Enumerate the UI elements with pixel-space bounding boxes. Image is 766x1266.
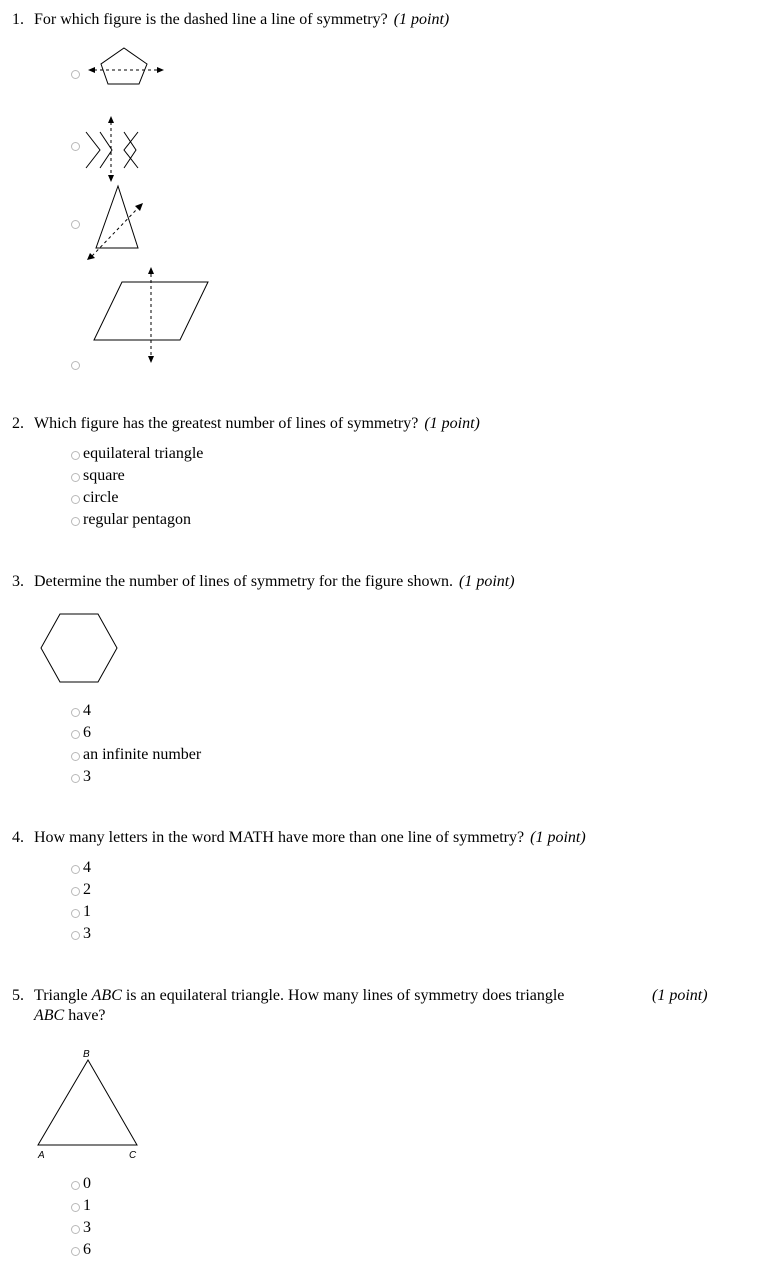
q1-option-a-radio[interactable] [71,70,80,79]
question-3-text: Determine the number of lines of symmetry for the figure shown. [34,573,453,590]
q1-option-a-pentagon-figure [84,44,174,88]
q2-option-2-label[interactable]: square [83,467,125,484]
q4-option-2-label[interactable]: 2 [83,881,91,898]
question-4-points: (1 point) [530,829,586,846]
arrowhead-bottom [148,356,154,363]
q1-option-c-triangle-figure [82,182,152,264]
q4-option-2-radio[interactable] [71,887,80,896]
arrowhead-top [108,116,114,123]
vertex-label-c: C [129,1150,137,1161]
question-1-number: 1. [12,11,24,28]
question-5-points: (1 point) [652,987,708,1004]
q5-option-4-label[interactable]: 6 [83,1241,91,1258]
question-4-number: 4. [12,829,24,846]
q1-option-c-radio[interactable] [71,220,80,229]
question-2-points: (1 point) [424,415,480,432]
q2-option-1-radio[interactable] [71,451,80,460]
q5-option-4-radio[interactable] [71,1247,80,1256]
triangle-abc-shape [38,1060,137,1145]
question-3-prompt [12,572,515,592]
question-5-prompt [12,986,752,1026]
q3-option-3-radio[interactable] [71,752,80,761]
vertex-label-a: A [38,1150,45,1161]
question-5-line-1 [12,986,752,1006]
pentagon-shape [101,48,147,84]
bowtie-left-outer [86,132,100,168]
arrowhead-right [157,67,164,73]
vertex-label-b: B [83,1049,90,1060]
q1-option-b-bowtie-figure [82,112,142,186]
q4-option-3-label[interactable]: 1 [83,903,91,920]
q4-option-4-label[interactable]: 3 [83,925,91,942]
triangle-shape [96,186,138,248]
q5-option-3-label[interactable]: 3 [83,1219,91,1236]
question-5-var-abc-2: ABC [34,1007,65,1024]
q5-option-2-label[interactable]: 1 [83,1197,91,1214]
question-5-text-pre: Triangle [34,987,92,1004]
q5-option-1-label[interactable]: 0 [83,1175,91,1192]
q2-option-4-radio[interactable] [71,517,80,526]
bowtie-left-inner [100,132,112,168]
q5-option-3-radio[interactable] [71,1225,80,1234]
q4-option-3-radio[interactable] [71,909,80,918]
question-3-number: 3. [12,573,24,590]
q2-option-1-label[interactable]: equilateral triangle [83,445,204,462]
q4-option-1-label[interactable]: 4 [83,859,91,876]
q1-option-b-radio[interactable] [71,142,80,151]
q3-option-1-radio[interactable] [71,708,80,717]
q3-hexagon-figure [38,610,122,686]
q3-option-3-label[interactable]: an infinite number [83,746,202,763]
question-5-var-abc: ABC [91,987,122,1004]
arrowhead-left [88,67,95,73]
dashed-line [92,208,138,256]
q3-option-4-radio[interactable] [71,774,80,783]
question-4-prompt [12,828,586,848]
arrowhead-upper-right [135,203,143,211]
question-5-number: 5. [12,987,24,1004]
q5-option-1-radio[interactable] [71,1181,80,1190]
question-4-text: How many letters in the word MATH have more than one line of symmetry? [34,829,525,846]
q4-option-1-radio[interactable] [71,865,80,874]
question-1-points: (1 point) [393,11,450,28]
question-5-text-post: is an equilateral triangle. How many lines of symmetry does triangle [121,987,565,1004]
q2-option-3-label[interactable]: circle [83,489,119,506]
q5-option-2-radio[interactable] [71,1203,80,1212]
q5-triangle-abc-figure [30,1040,146,1166]
q2-option-4-label[interactable]: regular pentagon [83,511,191,528]
q3-option-1-label[interactable]: 4 [83,702,91,719]
q3-option-2-radio[interactable] [71,730,80,739]
q4-option-4-radio[interactable] [71,931,80,940]
q2-option-2-radio[interactable] [71,473,80,482]
question-1-prompt [12,10,449,30]
question-1-text: For which figure is the dashed line a line of symmetry? [34,11,388,28]
question-2-number: 2. [12,415,24,432]
q3-option-4-label[interactable]: 3 [83,768,91,785]
hexagon-shape [41,614,117,682]
question-3-points: (1 point) [459,573,515,590]
arrowhead-top [148,267,154,274]
question-2-text: Which figure has the greatest number of lines of symmetry? [34,415,419,432]
arrowhead-bottom [108,175,114,182]
question-5-line-2 [12,1006,752,1026]
question-2-prompt [12,414,480,434]
q3-option-2-label[interactable]: 6 [83,724,91,741]
q1-option-d-radio[interactable] [71,361,80,370]
q2-option-3-radio[interactable] [71,495,80,504]
question-5-text-end: have? [64,1007,106,1024]
q1-option-d-parallelogram-figure [92,262,214,368]
